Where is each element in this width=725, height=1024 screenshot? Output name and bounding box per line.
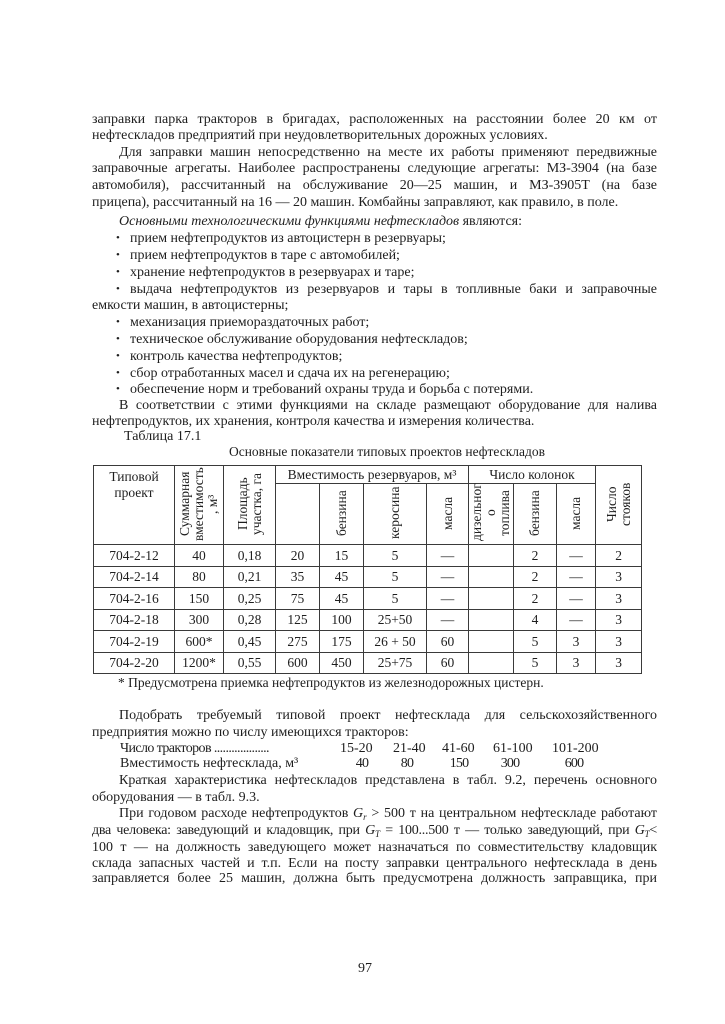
cell: 0,55 <box>224 652 276 674</box>
list-item: прием нефтепродуктов в таре с автомобилей; <box>130 247 400 263</box>
text-line: два человека: заведующий и кладовщик, при $G_T = 100...500$ т — только заведующий, при $G_T<$ <box>92 822 657 839</box>
text-line: склада запасных частей и т.п. Если на посту заправки центрального нефтесклада в день <box>92 855 657 871</box>
text-line: нефтескладов предприятий при неудовлетворительных дорожных условиях. <box>92 127 548 143</box>
cell: 450 <box>320 652 364 674</box>
tractors-value: 61-100 <box>493 740 533 756</box>
bullet-icon: • <box>116 248 120 261</box>
page-number: 97 <box>358 961 372 976</box>
tractors-value: 21-40 <box>393 740 426 756</box>
cell: 704-2-12 <box>94 545 175 567</box>
cell: 5 <box>364 545 427 567</box>
header-pumps-oil: масла <box>557 484 596 545</box>
cell: 704-2-16 <box>94 588 175 610</box>
text-line: предприятия можно по числу имеющихся тракторов: <box>92 724 409 740</box>
cell: 3 <box>557 652 596 674</box>
cell <box>469 631 514 653</box>
cell: — <box>427 588 469 610</box>
cell: — <box>427 566 469 588</box>
cell: — <box>427 545 469 567</box>
tractors-value: 15-20 <box>340 740 373 756</box>
functions-intro <box>119 213 657 230</box>
cell: 1200* <box>175 652 224 674</box>
cell <box>469 545 514 567</box>
cell: 0,28 <box>224 609 276 631</box>
cell: 60 <box>427 631 469 653</box>
list-item: механизация приемораздаточных работ; <box>130 315 370 330</box>
cell: 600* <box>175 631 224 653</box>
bullet-icon: • <box>116 316 120 328</box>
text-line: прицепа), рассчитанный на 16 — 20 машин. Комбайны заправляют, как правило, в поле. <box>92 194 619 210</box>
bullet-icon: • <box>116 232 120 244</box>
cell <box>469 566 514 588</box>
header-area: Площадь участка, га <box>224 466 276 545</box>
header-tank-gasoline: бензина <box>320 484 364 545</box>
header-pumps-gasoline: бензина <box>514 484 557 545</box>
table-row <box>94 588 642 610</box>
table-row <box>94 631 642 653</box>
cell: 0,25 <box>224 588 276 610</box>
list-item: обеспечение норм и требований охраны труда и борьба с потерями. <box>130 381 534 397</box>
bullet-icon: • <box>116 349 120 362</box>
bullet-icon: • <box>116 366 120 379</box>
cell: 5 <box>514 631 557 653</box>
functions-intro-rest: являются: <box>459 213 523 229</box>
cell: 0,21 <box>224 566 276 588</box>
capacity-value: 40 <box>355 755 369 771</box>
header-tank-sub-blank <box>276 484 320 545</box>
header-tank-kerosene: керосина <box>364 484 427 545</box>
cell: — <box>557 545 596 567</box>
text-line: нефтепродуктов, их хранения, контроля качества и измерения количества. <box>92 413 535 429</box>
cell: 60 <box>427 652 469 674</box>
cell: 75 <box>276 588 320 610</box>
cell: 40 <box>175 545 224 567</box>
table-row <box>94 609 642 631</box>
cell: 25+75 <box>364 652 427 674</box>
cell: 80 <box>175 566 224 588</box>
cell: 0,18 <box>224 545 276 567</box>
list-item: сбор отработанных масел и сдача их на регенерацию; <box>130 365 450 381</box>
text-line: заправляется более 25 машин, должна быть предусмотрена должность заправщика, при <box>92 870 657 886</box>
cell: 3 <box>596 588 642 610</box>
list-item: хранение нефтепродуктов в резервуарах и таре; <box>130 264 415 280</box>
tractors-value: 101-200 <box>552 740 599 756</box>
cell: 2 <box>514 588 557 610</box>
capacity-value: 150 <box>449 755 469 771</box>
cell: 150 <box>175 588 224 610</box>
bullet-icon: • <box>116 282 120 295</box>
cell: 3 <box>596 566 642 588</box>
table-label: Таблица 17.1 <box>124 429 202 444</box>
cell: 45 <box>320 588 364 610</box>
cell: 100 <box>320 609 364 631</box>
text-line: заправочные агрегаты. Наиболее распространены следующие агрегаты: МЗ-3904 (на базе <box>92 160 657 176</box>
capacity-label: Вместимость нефтесклада, м³ <box>120 755 299 771</box>
table-row <box>94 566 642 588</box>
table-footnote: * Предусмотрена приемка нефтепродуктов из железнодорожных цистерн. <box>118 675 544 690</box>
cell: 2 <box>514 545 557 567</box>
cell <box>469 588 514 610</box>
cell: 275 <box>276 631 320 653</box>
list-item-continuation: емкости машин, в автоцистерны; <box>92 298 289 313</box>
text-line: заправки парка тракторов в бригадах, расположенных на расстоянии более 20 км от <box>92 111 657 127</box>
cell: 20 <box>276 545 320 567</box>
cell: 5 <box>364 588 427 610</box>
cell <box>469 609 514 631</box>
header-project: Типовой проект <box>94 466 175 545</box>
tractors-value: 41-60 <box>442 740 475 756</box>
table-row <box>94 545 642 567</box>
cell: — <box>427 609 469 631</box>
header-tank-oil: масла <box>427 484 469 545</box>
capacity-value: 80 <box>400 755 414 771</box>
cell: 704-2-19 <box>94 631 175 653</box>
oil-depot-projects-table <box>93 465 642 674</box>
cell: 15 <box>320 545 364 567</box>
cell: — <box>557 566 596 588</box>
cell: 3 <box>596 652 642 674</box>
cell <box>469 652 514 674</box>
functions-intro-italic: Основными технологическими функциями нефтескладов <box>119 213 460 229</box>
cell: 600 <box>276 652 320 674</box>
cell: 2 <box>596 545 642 567</box>
cell: 704-2-20 <box>94 652 175 674</box>
cell: 3 <box>557 631 596 653</box>
text-line: В соответствии с этими функциями на складе размещают оборудование для налива <box>119 397 657 413</box>
bullet-icon: • <box>116 382 120 395</box>
cell: 5 <box>514 652 557 674</box>
cell: 3 <box>596 631 642 653</box>
cell: — <box>557 609 596 631</box>
text-line: Краткая характеристика нефтескладов представлена в табл. 9.2, перечень основного <box>119 772 657 788</box>
header-total-capacity: Суммарная вместимость , м³ <box>175 466 224 545</box>
cell: 300 <box>175 609 224 631</box>
cell: — <box>557 588 596 610</box>
text-line: 100 т — на должность заведующего может назначаться по совместительству кладовщик <box>92 839 657 855</box>
cell: 45 <box>320 566 364 588</box>
cell: 2 <box>514 566 557 588</box>
header-tank-capacity: Вместимость резервуаров, м³ <box>276 466 469 484</box>
list-item: контроль качества нефтепродуктов; <box>130 348 343 364</box>
cell: 35 <box>276 566 320 588</box>
list-item: прием нефтепродуктов из автоцистерн в резервуары; <box>130 231 446 246</box>
bullet-icon: • <box>116 265 120 278</box>
header-pumps: Число колонок <box>469 466 596 484</box>
list-item: выдача нефтепродуктов из резервуаров и тары в топливные баки и заправочные <box>130 281 657 297</box>
header-pumps-diesel: дизельног о топлива <box>469 484 514 545</box>
text-line: автомобиля), рассчитанный на обслуживание 20—25 машин, и МЗ-3905Т (на базе <box>92 177 657 193</box>
text-line: При годовом расходе нефтепродуктов $G_r > 500$ т на центральном нефтескладе работают <box>119 805 657 822</box>
cell: 25+50 <box>364 609 427 631</box>
cell: 175 <box>320 631 364 653</box>
text-line: Для заправки машин непосредственно на месте их работы применяют передвижные <box>119 144 657 160</box>
cell: 704-2-18 <box>94 609 175 631</box>
cell: 0,45 <box>224 631 276 653</box>
bullet-icon: • <box>116 333 120 345</box>
cell: 5 <box>364 566 427 588</box>
tractors-label: Число тракторов ................... <box>120 740 269 756</box>
cell: 26 + 50 <box>364 631 427 653</box>
text-line: оборудования — в табл. 9.3. <box>92 789 260 805</box>
cell: 4 <box>514 609 557 631</box>
cell: 3 <box>596 609 642 631</box>
cell: 704-2-14 <box>94 566 175 588</box>
table-row <box>94 652 642 674</box>
capacity-value: 600 <box>564 755 584 771</box>
capacity-value: 300 <box>500 755 520 771</box>
cell: 125 <box>276 609 320 631</box>
table-caption: Основные показатели типовых проектов нефтескладов <box>228 444 546 459</box>
list-item: техническое обслуживание оборудования нефтескладов; <box>130 332 468 347</box>
text-line: Подобрать требуемый типовой проект нефтесклада для сельскохозяйственного <box>119 707 657 723</box>
header-stands: Число стояков <box>596 466 642 545</box>
